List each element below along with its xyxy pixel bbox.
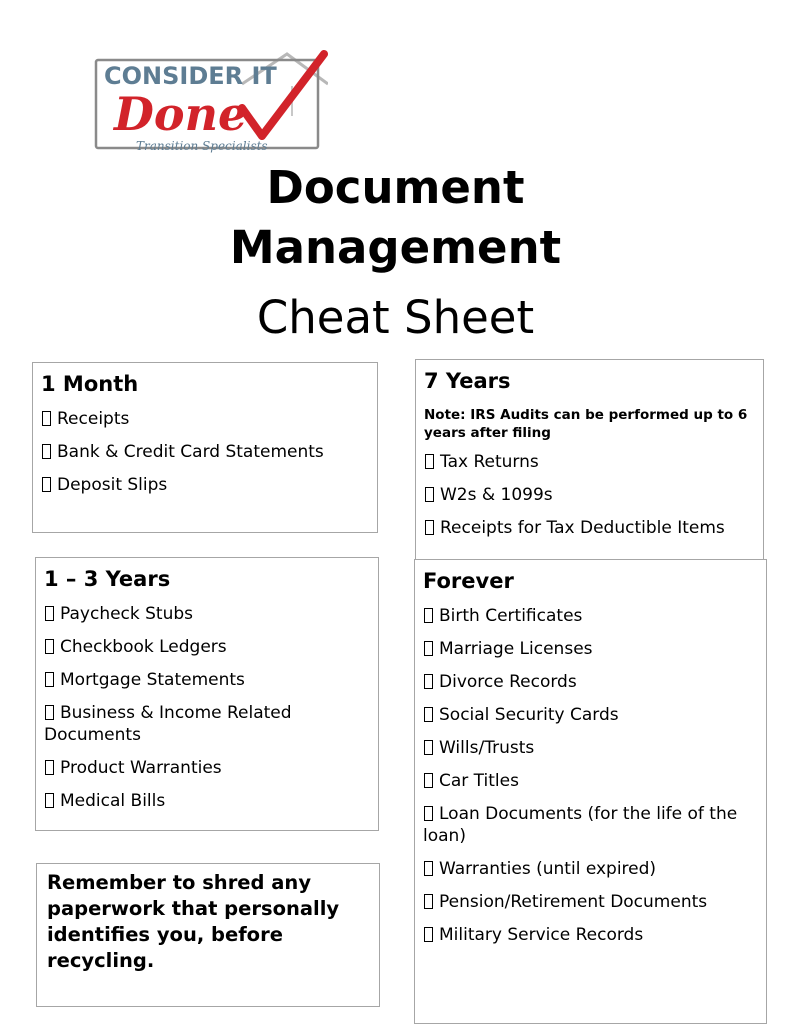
section-heading: 1 – 3 Years xyxy=(44,567,171,591)
checkbox-icon xyxy=(45,606,54,621)
checklist-item: Wills/Trusts xyxy=(423,737,758,759)
checklist-item: Receipts xyxy=(41,408,369,430)
checkbox-icon xyxy=(425,454,434,469)
checklist-item: Birth Certificates xyxy=(423,605,758,627)
section-seven-years xyxy=(415,359,764,560)
checkbox-icon xyxy=(42,411,51,426)
checklist-item: Tax Returns xyxy=(424,451,755,473)
checkbox-icon xyxy=(424,894,433,909)
checklist-item: Pension/Retirement Documents xyxy=(423,891,758,913)
logo-text-tagline: Transition Specialists xyxy=(136,139,268,153)
checklist-item: Car Titles xyxy=(423,770,758,792)
section-one-to-three-years xyxy=(35,557,379,831)
checklist-item: Checkbook Ledgers xyxy=(44,636,370,658)
checkbox-icon xyxy=(45,672,54,687)
checkbox-icon xyxy=(45,705,54,720)
checklist xyxy=(423,605,758,946)
checkbox-icon xyxy=(424,806,433,821)
checklist-item: Paycheck Stubs xyxy=(44,603,370,625)
checklist-item: Bank & Credit Card Statements xyxy=(41,441,369,463)
checkbox-icon xyxy=(425,487,434,502)
checkbox-icon xyxy=(45,793,54,808)
checklist-item: Medical Bills xyxy=(44,790,370,812)
checklist-item: Social Security Cards xyxy=(423,704,758,726)
checkbox-icon xyxy=(424,707,433,722)
page-title-line-2: Management xyxy=(229,221,562,274)
shred-reminder-text: Remember to shred any paperwork that personally identifies you, before recycling. xyxy=(47,871,340,972)
checkbox-icon xyxy=(45,639,54,654)
irs-audit-note: Note: IRS Audits can be performed up to 6 years after filing xyxy=(424,407,748,441)
logo-text-consider: CONSIDER IT xyxy=(104,62,277,90)
checklist-item: Marriage Licenses xyxy=(423,638,758,660)
logo-text-done: Done xyxy=(114,87,248,141)
checklist-item: Divorce Records xyxy=(423,671,758,693)
checkbox-icon xyxy=(424,608,433,623)
section-forever xyxy=(414,559,767,1024)
page-title-line-1: Document xyxy=(266,161,525,214)
checkbox-icon xyxy=(424,740,433,755)
checklist-item: Product Warranties xyxy=(44,757,370,779)
checklist-item: Receipts for Tax Deductible Items xyxy=(424,517,755,539)
page-subtitle: Cheat Sheet xyxy=(256,291,535,344)
checkbox-icon xyxy=(424,674,433,689)
consider-it-done-logo xyxy=(92,46,328,154)
checklist xyxy=(41,408,369,496)
checkbox-icon xyxy=(42,477,51,492)
checklist-item: Deposit Slips xyxy=(41,474,369,496)
company-logo xyxy=(92,46,328,154)
checkbox-icon xyxy=(424,641,433,656)
checkbox-icon xyxy=(424,773,433,788)
checkbox-icon xyxy=(42,444,51,459)
checkbox-icon xyxy=(424,861,433,876)
checklist-item: Warranties (until expired) xyxy=(423,858,758,880)
checkbox-icon xyxy=(425,520,434,535)
checklist-item: Military Service Records xyxy=(423,924,758,946)
section-reminder xyxy=(36,863,380,1007)
section-one-month xyxy=(32,362,378,533)
checklist-item: Business & Income Related Documents xyxy=(44,703,292,745)
checklist xyxy=(44,603,370,812)
checklist xyxy=(424,451,755,539)
checkbox-icon xyxy=(424,927,433,942)
checklist-item: Loan Documents (for the life of the loan) xyxy=(423,804,738,846)
checklist-item: Mortgage Statements xyxy=(44,669,370,691)
section-heading: 1 Month xyxy=(41,372,139,396)
section-heading: Forever xyxy=(423,569,514,593)
checklist-item: W2s & 1099s xyxy=(424,484,755,506)
section-heading: 7 Years xyxy=(424,369,511,393)
checkbox-icon xyxy=(45,760,54,775)
